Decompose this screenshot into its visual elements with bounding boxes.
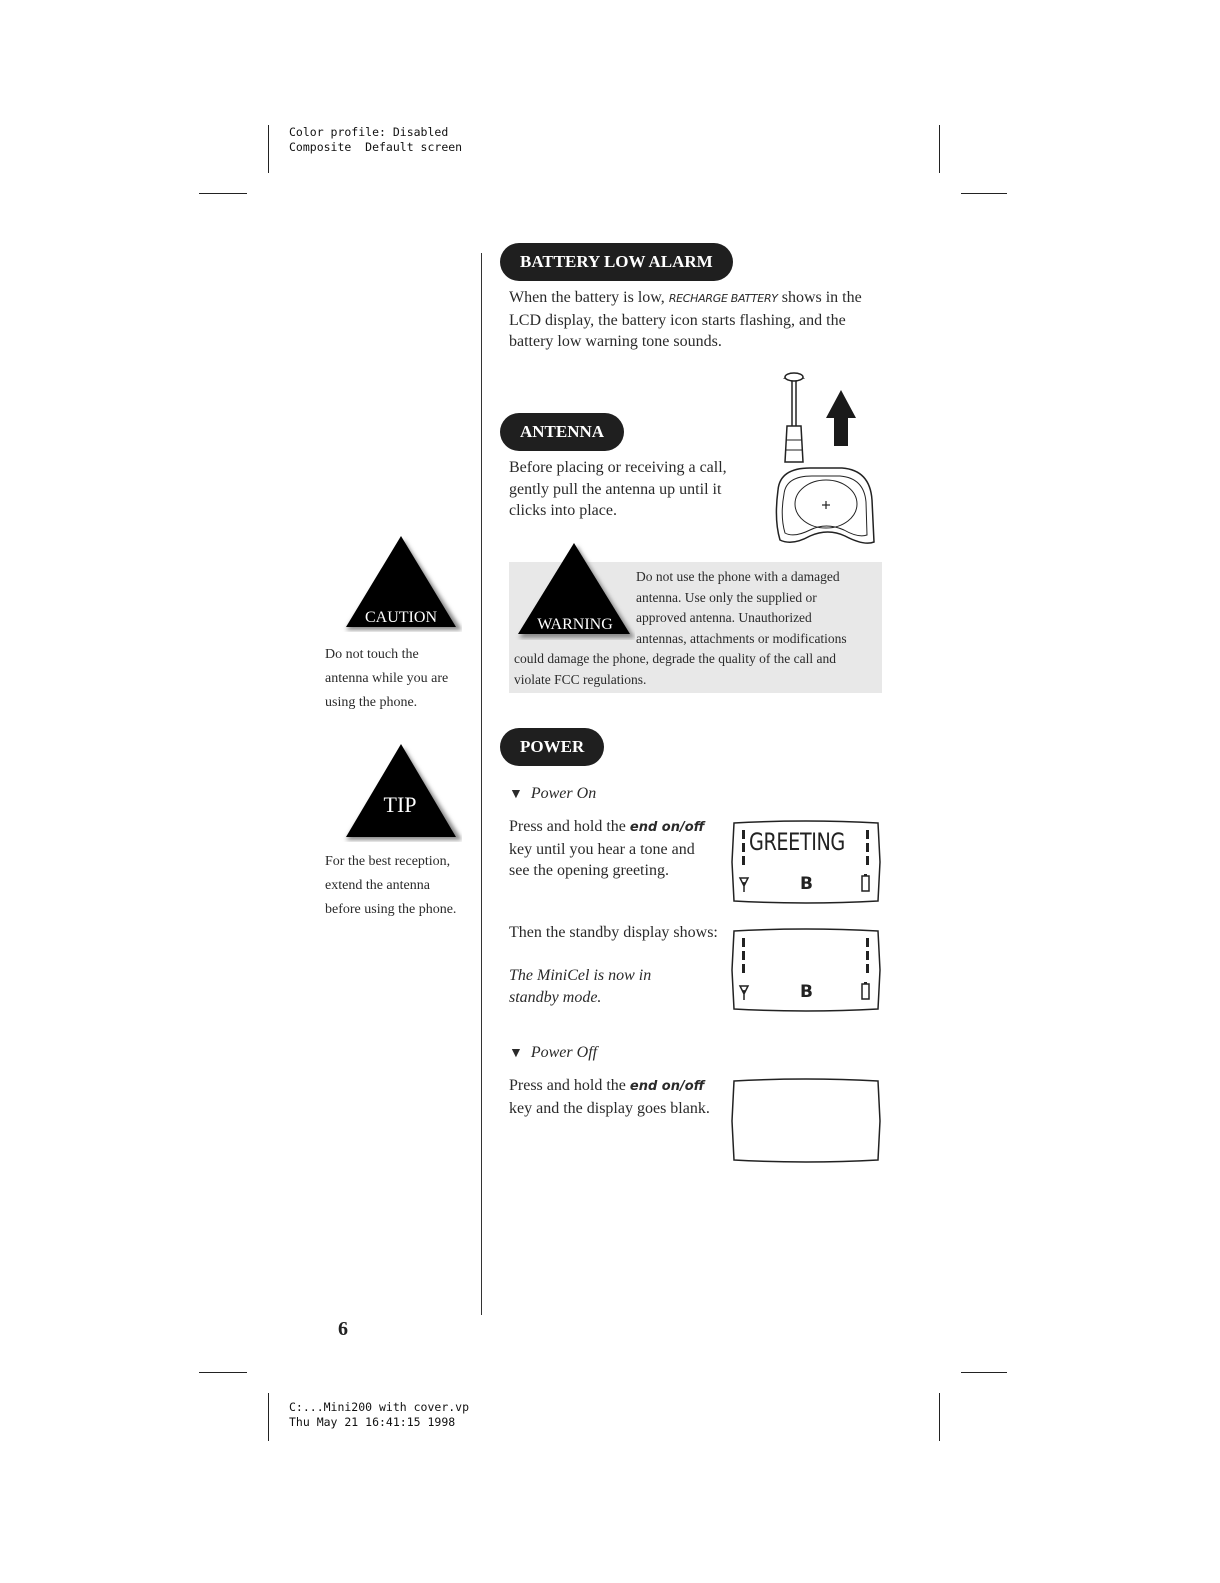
crop-mark <box>268 1393 269 1441</box>
antenna-heading: ANTENNA <box>500 413 624 451</box>
lcd-message-recharge: RECHARGE BATTERY <box>668 292 778 305</box>
lcd-mode-letter: B <box>800 874 813 894</box>
caution-line1: Do not touch the <box>325 647 419 662</box>
crop-mark <box>199 193 247 194</box>
lcd-standby-display <box>730 928 882 1012</box>
power-on-text <box>509 816 724 882</box>
warning-text-bottom <box>514 649 880 690</box>
warning-line1: Do not use the phone with a damaged <box>636 569 840 584</box>
tip-line3: before using the phone. <box>325 902 457 917</box>
crop-mark <box>268 125 269 173</box>
power-off-label: Power Off <box>530 1044 598 1061</box>
lcd-mode-letter: B <box>800 982 813 1002</box>
antenna-text <box>509 457 749 522</box>
standby-text: Then the standby display shows: <box>509 924 718 941</box>
warning-line3: approved antenna. Unauthorized <box>636 610 812 626</box>
battery-line1 <box>509 287 879 310</box>
crop-mark <box>939 1393 940 1441</box>
crop-mark <box>199 1372 247 1373</box>
power-off-text-before: Press and hold the <box>509 1077 626 1094</box>
power-on-line3: see the opening greeting. <box>509 862 669 879</box>
power-on-text-before: Press and hold the <box>509 818 626 835</box>
lcd-greeting-display <box>730 820 882 904</box>
caution-text <box>325 643 475 715</box>
end-on-off-key-label: end on/off <box>629 1079 705 1094</box>
warning-triangle-icon <box>513 540 635 640</box>
tip-label: TIP <box>383 792 417 817</box>
tip-text <box>325 850 475 922</box>
standby-note-line2: standby mode. <box>509 988 602 1006</box>
battery-line2: LCD display, the battery icon starts flashing, and the <box>509 311 846 329</box>
power-on-subheading <box>509 783 596 806</box>
power-heading: POWER <box>500 728 604 766</box>
printer-header-line2: Composite Default screen <box>289 140 463 154</box>
battery-line3: battery low warning tone sounds. <box>509 333 722 350</box>
printer-header-line1: Color profile: Disabled <box>289 125 449 139</box>
antenna-illustration-icon <box>770 370 880 555</box>
antenna-line1: Before placing or receiving a call, <box>509 459 727 476</box>
power-off-line1 <box>509 1075 724 1098</box>
battery-text-before: When the battery is low, <box>509 289 665 306</box>
end-on-off-key-label: end on/off <box>629 820 705 835</box>
crop-mark <box>939 125 940 173</box>
column-divider <box>481 253 482 1315</box>
crop-mark <box>961 1372 1007 1373</box>
crop-mark <box>961 193 1007 194</box>
warning-line6: violate FCC regulations. <box>514 671 647 687</box>
warning-line5: could damage the phone, degrade the quality of the call and <box>514 651 837 666</box>
caution-line3: using the phone. <box>325 695 418 710</box>
power-off-line2: key and the display goes blank. <box>509 1099 710 1117</box>
caution-triangle-icon <box>340 532 462 632</box>
caution-line2: antenna while you are <box>325 671 449 686</box>
lcd-greeting-text: GREETING <box>749 828 845 856</box>
power-off-text <box>509 1075 724 1119</box>
power-on-label: Power On <box>530 785 597 802</box>
antenna-line3: clicks into place. <box>509 502 617 519</box>
printer-footer-line1: C:...Mini200 with cover.vp <box>289 1400 470 1414</box>
battery-text-after: shows in the <box>781 289 862 306</box>
antenna-line2: gently pull the antenna up until it <box>509 480 722 498</box>
standby-note <box>509 965 719 1008</box>
printer-footer-line2: Thu May 21 16:41:15 1998 <box>289 1415 456 1429</box>
power-off-subheading <box>509 1042 597 1065</box>
warning-text-top <box>636 567 881 649</box>
standby-note-line1: The MiniCel is now in <box>509 967 652 984</box>
power-on-line1 <box>509 816 724 839</box>
lcd-blank-display <box>730 1078 882 1164</box>
battery-heading: BATTERY LOW ALARM <box>500 243 733 281</box>
warning-line2: antenna. Use only the supplied or <box>636 589 817 605</box>
warning-line4: antennas, attachments or modifications <box>636 630 847 646</box>
warning-label: WARNING <box>537 616 613 633</box>
triangle-bullet-icon: ▼ <box>509 787 523 802</box>
tip-line1: For the best reception, <box>325 854 451 869</box>
battery-text <box>509 287 879 353</box>
page-number: 6 <box>338 1318 348 1340</box>
tip-triangle-icon <box>340 740 462 842</box>
tip-line2: extend the antenna <box>325 878 430 893</box>
caution-label: CAUTION <box>365 609 437 626</box>
triangle-bullet-icon: ▼ <box>509 1046 523 1061</box>
power-on-line2: key until you hear a tone and <box>509 840 695 858</box>
